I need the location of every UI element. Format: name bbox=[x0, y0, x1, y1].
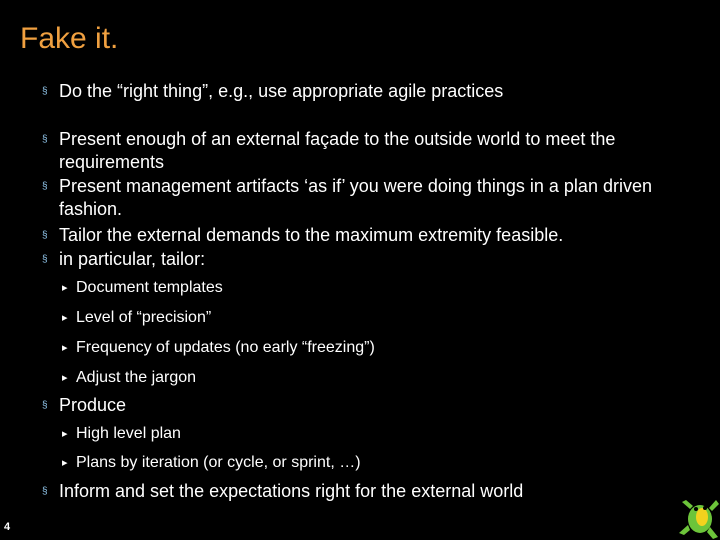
bullet-icon: § bbox=[42, 134, 48, 145]
bullet-item bbox=[42, 394, 126, 417]
bullet-icon: § bbox=[42, 230, 48, 241]
bullet-text: Produce bbox=[59, 395, 127, 415]
arrow-bullet-icon: ▸ bbox=[62, 372, 68, 384]
slide-number: 4 bbox=[4, 521, 11, 533]
bullet-item bbox=[42, 248, 205, 271]
bullet-icon: § bbox=[42, 400, 48, 411]
sub-bullet-text: Level of “precision” bbox=[76, 309, 212, 326]
sub-bullet-text: High level plan bbox=[76, 425, 181, 442]
arrow-bullet-icon: ▸ bbox=[62, 428, 68, 440]
bullet-item bbox=[42, 175, 682, 221]
sub-bullet-text: Adjust the jargon bbox=[76, 369, 197, 386]
sub-bullet-item bbox=[62, 453, 361, 473]
arrow-bullet-icon: ▸ bbox=[62, 312, 68, 324]
bullet-text: Inform and set the expectations right for the external world bbox=[59, 481, 524, 501]
slide-title: Fake it. bbox=[20, 22, 119, 55]
sub-bullet-item bbox=[62, 278, 223, 298]
sub-bullet-item bbox=[62, 308, 211, 328]
sub-bullet-text: Document templates bbox=[76, 279, 223, 296]
bullet-text: in particular, tailor: bbox=[59, 249, 206, 269]
bullet-item bbox=[42, 480, 523, 503]
bullet-item bbox=[42, 128, 682, 174]
sub-bullet-text: Frequency of updates (no early “freezing”) bbox=[76, 339, 375, 356]
sub-bullet-item bbox=[62, 368, 196, 388]
sub-bullet-text: Plans by iteration (or cycle, or sprint, …) bbox=[76, 454, 361, 471]
sub-bullet-item bbox=[62, 424, 181, 444]
arrow-bullet-icon: ▸ bbox=[62, 282, 68, 294]
sub-bullet-item bbox=[62, 338, 375, 358]
arrow-bullet-icon: ▸ bbox=[62, 342, 68, 354]
bullet-icon: § bbox=[42, 181, 48, 192]
bullet-icon: § bbox=[42, 254, 48, 265]
bullet-item bbox=[42, 80, 682, 103]
bullet-text: Do the “right thing”, e.g., use appropriate agile practices bbox=[59, 81, 504, 101]
bullet-icon: § bbox=[42, 86, 48, 97]
bullet-text: Present enough of an external façade to the outside world to meet the requirements bbox=[59, 129, 616, 172]
bullet-item bbox=[42, 224, 563, 247]
frog-logo-icon bbox=[676, 497, 720, 540]
bullet-text: Present management artifacts ‘as if’ you were doing things in a plan driven fashion. bbox=[59, 176, 652, 219]
arrow-bullet-icon: ▸ bbox=[62, 457, 68, 469]
bullet-text: Tailor the external demands to the maximum extremity feasible. bbox=[59, 225, 564, 245]
bullet-icon: § bbox=[42, 486, 48, 497]
